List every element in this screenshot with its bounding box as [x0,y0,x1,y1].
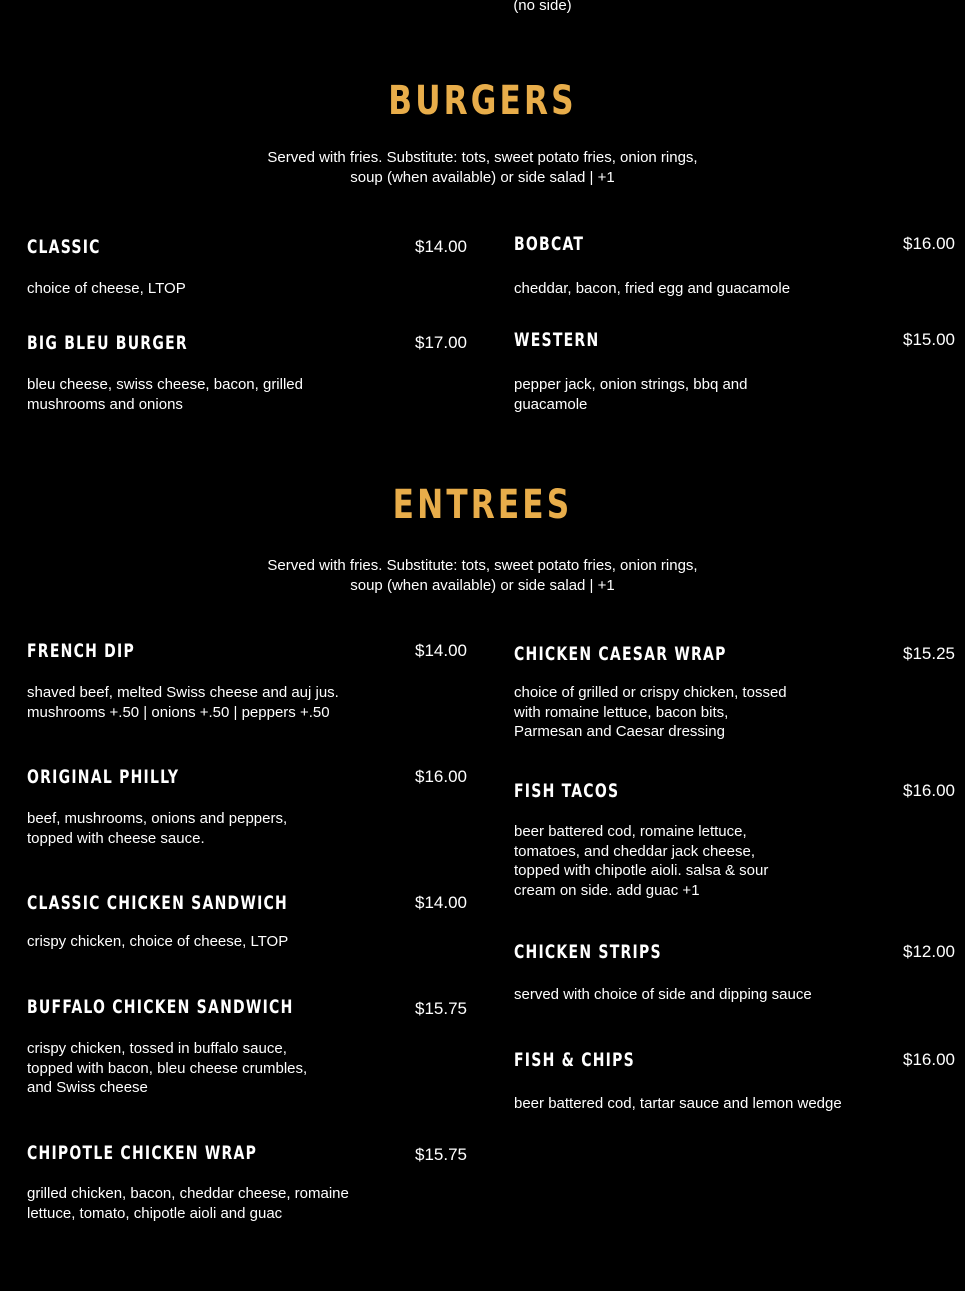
item-name: CLASSIC CHICKEN SANDWICH [27,892,289,914]
item-description: pepper jack, onion strings, bbq and guacamole [514,376,748,413]
item-price: $14.00 [415,237,467,256]
menu-item-chicken-caesar-wrap [514,643,954,753]
item-name: CHICKEN STRIPS [514,941,662,963]
entrees-title: ENTREES [392,482,573,528]
item-description: cheddar, bacon, fried egg and guacamole [514,280,791,297]
item-name: BUFFALO CHICKEN SANDWICH [27,996,294,1018]
item-price: $16.00 [903,234,955,253]
item-name: FRENCH DIP [27,640,135,662]
item-description: served with choice of side and dipping sauce [514,986,812,1003]
menu-item-original-philly [27,766,467,856]
menu-item-bobcat [514,233,954,303]
item-description: grilled chicken, bacon, cheddar cheese, romaine lettuce, tomato, chipotle aioli and guac [27,1185,349,1222]
item-name: CHIPOTLE CHICKEN WRAP [27,1142,258,1164]
item-name: CHICKEN CAESAR WRAP [514,643,727,665]
item-name: ORIGINAL PHILLY [27,766,180,788]
item-price: $15.00 [903,330,955,349]
item-description: beef, mushrooms, onions and peppers, topped with cheese sauce. [27,810,288,847]
item-description: beer battered cod, tartar sauce and lemon wedge [514,1095,842,1112]
menu-item-classic [27,236,467,306]
menu-item-classic-chicken-sandwich [27,892,467,962]
item-description: crispy chicken, tossed in buffalo sauce, topped with bacon, bleu cheese crumbles, and Swiss cheese [27,1040,308,1096]
item-description: shaved beef, melted Swiss cheese and auj jus. mushrooms +.50 | onions +.50 | peppers +.50 [27,684,339,721]
menu-item-western [514,329,954,419]
item-name: CLASSIC [27,236,101,258]
item-price: $16.00 [903,1050,955,1069]
burgers-title: BURGERS [388,78,577,124]
item-description: choice of cheese, LTOP [27,280,186,297]
item-description: choice of grilled or crispy chicken, tossed with romaine lettuce, bacon bits, Parmesan and Caesar dressing [514,684,787,740]
menu-item-fish-tacos [514,780,954,910]
menu-item-buffalo-chicken-sandwich [27,996,467,1106]
top-note: (no side) [513,0,572,14]
item-price: $14.00 [415,893,467,912]
item-price: $15.75 [415,999,467,1018]
item-price: $15.25 [903,644,955,663]
menu-item-french-dip [27,640,467,730]
item-price: $14.00 [415,641,467,660]
menu-item-chipotle-chicken-wrap [27,1142,467,1232]
menu-item-chicken-strips [514,941,954,1011]
item-name: FISH TACOS [514,780,620,802]
item-name: FISH & CHIPS [514,1049,635,1071]
item-price: $16.00 [415,767,467,786]
item-description: beer battered cod, romaine lettuce, tomatoes, and cheddar jack cheese, topped with chipotle aioli. salsa & sour cream on side. add guac +1 [514,823,769,899]
item-description: crispy chicken, choice of cheese, LTOP [27,933,289,950]
entrees-subtitle: Served with fries. Substitute: tots, sweet potato fries, onion rings, soup (when available) or side salad | +1 [267,557,698,594]
menu-item-big-bleu-burger [27,332,467,422]
burgers-subtitle: Served with fries. Substitute: tots, sweet potato fries, onion rings, soup (when available) or side salad | +1 [267,149,698,186]
item-price: $16.00 [903,781,955,800]
item-price: $12.00 [903,942,955,961]
menu-item-fish-and-chips [514,1049,954,1119]
item-name: BOBCAT [514,233,585,255]
item-name: WESTERN [514,329,600,351]
item-price: $15.75 [415,1145,467,1164]
item-description: bleu cheese, swiss cheese, bacon, grilled mushrooms and onions [27,376,303,413]
item-name: BIG BLEU BURGER [27,332,188,354]
item-price: $17.00 [415,333,467,352]
